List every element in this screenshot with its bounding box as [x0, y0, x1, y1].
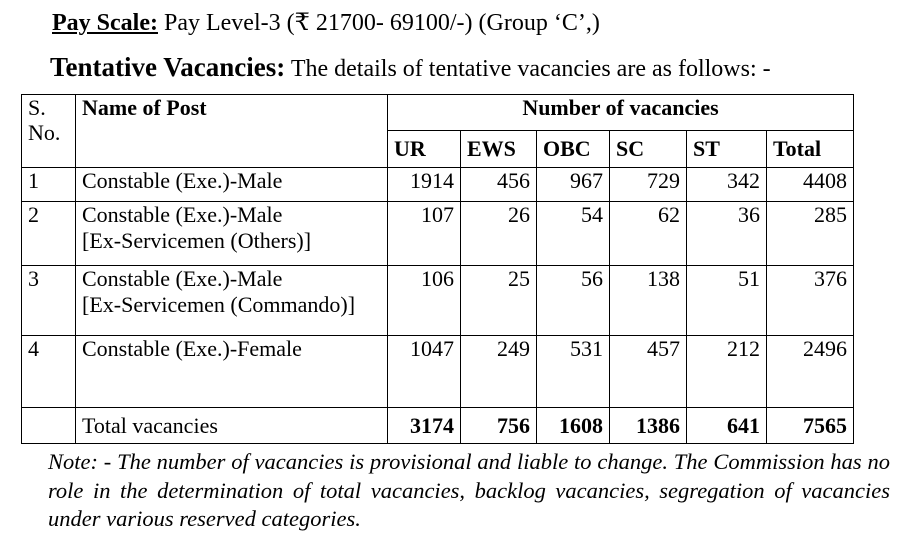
- header-post-name: Name of Post: [76, 95, 388, 168]
- table-header-row: [22, 95, 854, 131]
- row-sc: 62: [610, 202, 687, 266]
- row-total: 2496: [767, 336, 854, 408]
- row-st: 51: [687, 266, 767, 336]
- table-total-row: [22, 408, 854, 444]
- row-st: 342: [687, 168, 767, 202]
- post-line: Constable (Exe.)-Male: [82, 202, 283, 227]
- post-line: Constable (Exe.)-Male: [82, 266, 283, 291]
- tentative-vacancies-line: [50, 52, 771, 83]
- row-sc: 138: [610, 266, 687, 336]
- post-line-sub: [Ex-Servicemen (Others)]: [82, 228, 312, 253]
- total-obc: 1608: [537, 408, 610, 444]
- row-sc: 729: [610, 168, 687, 202]
- row-total: 285: [767, 202, 854, 266]
- row-ur: 106: [388, 266, 461, 336]
- header-sno: S. No.: [22, 95, 76, 168]
- pay-scale-line: [52, 8, 600, 37]
- header-total: Total: [767, 131, 854, 168]
- total-ews: 756: [461, 408, 537, 444]
- table-row: [22, 336, 854, 408]
- header-ews: EWS: [461, 131, 537, 168]
- row-total: 376: [767, 266, 854, 336]
- row-obc: 531: [537, 336, 610, 408]
- post-line: Constable (Exe.)-Female: [82, 336, 302, 361]
- row-ews: 25: [461, 266, 537, 336]
- row-ur: 107: [388, 202, 461, 266]
- row-post-name: [76, 168, 388, 202]
- row-obc: 56: [537, 266, 610, 336]
- table-row: [22, 266, 854, 336]
- pay-scale-value: Pay Level-3 (₹ 21700- 69100/-) (Group ‘C’,): [157, 10, 600, 36]
- row-sno: 3: [22, 266, 76, 336]
- tentative-vacancies-label: Tentative Vacancies:: [50, 52, 286, 82]
- row-st: 212: [687, 336, 767, 408]
- total-sno-empty: [22, 408, 76, 444]
- row-sno: 1: [22, 168, 76, 202]
- row-obc: 54: [537, 202, 610, 266]
- row-sc: 457: [610, 336, 687, 408]
- total-total: 7565: [767, 408, 854, 444]
- header-number-of-vacancies: Number of vacancies: [388, 95, 854, 131]
- total-st: 641: [687, 408, 767, 444]
- header-sc: SC: [610, 131, 687, 168]
- row-ur: 1047: [388, 336, 461, 408]
- row-post-name: [76, 202, 388, 266]
- total-label: Total vacancies: [76, 408, 388, 444]
- post-line-sub: [Ex-Servicemen (Commando)]: [82, 292, 356, 317]
- note-text: Note: - The number of vacancies is provisional and liable to change. The Commission has no role in the determination of total vacancies, backlog vacancies, segregation of vacancies under various reserved categories.: [48, 449, 890, 531]
- row-ews: 249: [461, 336, 537, 408]
- tentative-vacancies-text: The details of tentative vacancies are as follows: -: [285, 56, 771, 82]
- total-ur: 3174: [388, 408, 461, 444]
- row-sno: 2: [22, 202, 76, 266]
- total-sc: 1386: [610, 408, 687, 444]
- row-ews: 456: [461, 168, 537, 202]
- row-st: 36: [687, 202, 767, 266]
- pay-scale-label: Pay Scale:: [52, 10, 158, 36]
- row-post-name: [76, 266, 388, 336]
- table-row: [22, 202, 854, 266]
- row-sno: 4: [22, 336, 76, 408]
- vacancies-table: [21, 94, 854, 444]
- row-ews: 26: [461, 202, 537, 266]
- header-ur: UR: [388, 131, 461, 168]
- post-line: Constable (Exe.)-Male: [82, 168, 283, 193]
- header-obc: OBC: [537, 131, 610, 168]
- table-row: [22, 168, 854, 202]
- row-post-name: [76, 336, 388, 408]
- row-ur: 1914: [388, 168, 461, 202]
- header-st: ST: [687, 131, 767, 168]
- row-obc: 967: [537, 168, 610, 202]
- row-total: 4408: [767, 168, 854, 202]
